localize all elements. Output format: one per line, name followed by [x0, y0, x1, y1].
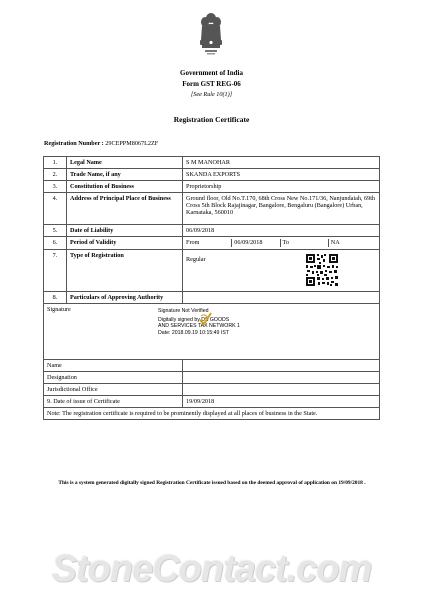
constitution-value: Proprietorship [183, 181, 380, 193]
liability-date-value: 06/09/2018 [183, 225, 380, 237]
issue-date-label-cell [44, 396, 183, 408]
table-row [44, 181, 380, 193]
table-row [44, 396, 380, 408]
row-number: 3. [44, 181, 67, 193]
row-number: 1. [44, 157, 67, 169]
signature-date: Date: 2018.09.19 10:15:49 IST [158, 329, 229, 336]
row-number: 6. [44, 237, 67, 250]
table-row [44, 157, 380, 169]
validity-to-value: NA [328, 239, 376, 246]
row-label: Type of Registration [67, 250, 183, 292]
issue-number: 9. [47, 397, 52, 405]
validity-from-label: From [186, 239, 200, 247]
validity-to-label: To [280, 239, 328, 246]
legal-name-value: S M MANOHAR [183, 157, 380, 169]
certificate-title: Registration Certificate [173, 115, 250, 124]
table-row [44, 408, 380, 420]
approving-authority-value [183, 292, 380, 304]
registration-table [43, 156, 380, 420]
form-title: Form GST REG-06 [182, 80, 241, 88]
jurisdictional-value [183, 384, 380, 396]
row-label: Date of Liability [67, 225, 183, 237]
national-emblem-icon [196, 10, 226, 58]
registration-type-cell [183, 250, 380, 292]
designation-label: Designation [44, 372, 183, 384]
name-value [183, 360, 380, 372]
signature-status: Signature Not Verified [158, 308, 209, 314]
registration-type-value: Regular [186, 255, 206, 263]
table-row [44, 292, 380, 304]
row-number: 5. [44, 225, 67, 237]
signature-check-icon [198, 312, 212, 326]
table-row [44, 225, 380, 237]
table-row [44, 360, 380, 372]
table-row [44, 237, 380, 250]
row-label: Legal Name [67, 157, 183, 169]
digital-signature-block [158, 308, 240, 336]
row-number: 4. [44, 193, 67, 225]
row-label: Address of Principal Place of Business [67, 193, 183, 225]
validity-from-value: 06/09/2018 [231, 239, 279, 246]
table-row [44, 384, 380, 396]
signature-label: Signature [47, 305, 71, 313]
note-text: Note: The registration certificate is required to be prominently displayed at all places of business in the State. [44, 408, 380, 420]
table-row [44, 372, 380, 384]
row-label: Period of Validity [67, 237, 183, 250]
signed-by-2: AND SERVICES TAX NETWORK 1 [158, 323, 240, 330]
jurisdictional-label: Jurisdictional Office [44, 384, 183, 396]
table-row [44, 193, 380, 225]
validity-cell [183, 237, 380, 250]
designation-value [183, 372, 380, 384]
row-number: 2. [44, 169, 67, 181]
rule-reference: [See Rule 10(1)] [190, 91, 233, 98]
table-row [44, 169, 380, 181]
system-generated-footnote: This is a system generated digitally signed Registration Certificate issued based on the deemed approval of application on 19/09/2018 . [58, 480, 366, 486]
signed-by: Digitally signed by DS GOODS [158, 317, 230, 324]
row-label: Constitution of Business [67, 181, 183, 193]
registration-number-value: 29CEPPM8067L2ZF [105, 140, 159, 147]
trade-name-value: SKANDA EXPORTS [183, 169, 380, 181]
address-value: Ground floor, Old No.T.170, 68th Cross New No.171/36, Nanjundaiah, 69th Cross 5th Block Rajajinagar, Bangalore, Bengaluru (Bangalore) Urban, Karnataka, 560010 [183, 193, 380, 225]
table-row [44, 250, 380, 292]
row-number: 7. [44, 250, 67, 292]
watermark-logo: StoneContact.com [51, 548, 372, 590]
signature-cell [44, 304, 380, 360]
row-number: 8. [44, 292, 67, 304]
registration-number-line [44, 140, 158, 147]
government-title: Government of India [180, 69, 243, 77]
qr-code-icon [305, 253, 339, 287]
registration-number-label: Registration Number : [44, 140, 104, 147]
signature-row [44, 304, 380, 360]
issue-date-value: 19/09/2018 [183, 396, 380, 408]
row-label: Trade Name, if any [67, 169, 183, 181]
issue-date-label: Date of issue of Certificate [53, 397, 120, 405]
name-label: Name [44, 360, 183, 372]
row-label: Particulars of Approving Authority [67, 292, 183, 304]
